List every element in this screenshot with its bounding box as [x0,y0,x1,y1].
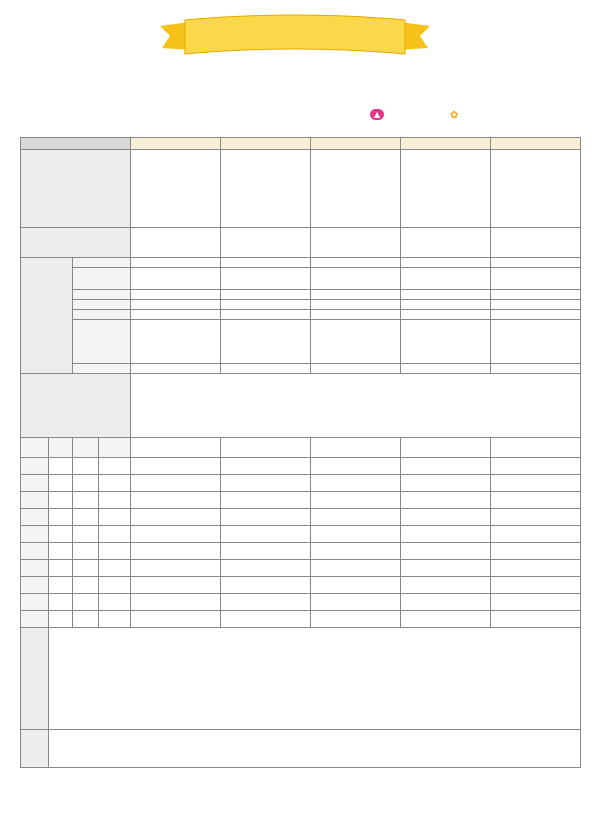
nutrient-name [21,458,49,475]
daily-nutrient-value [131,611,221,628]
nutrition-row [21,475,581,492]
nutrition-header [21,438,49,458]
daily-nutrient-value [491,577,581,594]
snack-label [21,228,131,258]
flower-icon: ✿ [450,110,459,121]
weekly-average [99,492,131,509]
nutrition-header [99,438,131,458]
daily-nutrient-value [491,594,581,611]
origin-value [221,258,311,268]
origin-value [491,290,581,300]
nutrition-day-header [311,438,401,458]
nutrient-name [21,475,49,492]
origin-value [491,258,581,268]
recommended-intake [73,526,99,543]
slogan [450,110,458,121]
daily-nutrient-value [401,560,491,577]
origin-value [491,268,581,290]
origin-value [311,290,401,300]
weekly-average [99,526,131,543]
recommended-intake [73,509,99,526]
standard-notes [49,628,581,730]
origin-value [131,320,221,364]
avg-requirement [49,594,73,611]
period-line [28,114,56,127]
origin-value [491,320,581,364]
origin-value [221,300,311,310]
origin-value [221,290,311,300]
allergy-info [131,374,581,438]
avg-requirement [49,611,73,628]
origin-value [311,300,401,310]
origin-value [401,310,491,320]
nutrition-row [21,577,581,594]
origin-value [221,310,311,320]
standard-label [21,628,49,730]
daily-nutrient-value [401,475,491,492]
avg-requirement [49,492,73,509]
daily-nutrient-value [131,492,221,509]
nutrition-row [21,560,581,577]
nutrient-name [21,577,49,594]
origin-value [491,310,581,320]
recommended-intake [73,475,99,492]
daily-nutrient-value [401,577,491,594]
snack-menu [401,228,491,258]
daily-nutrient-value [491,458,581,475]
daily-nutrient-value [311,543,401,560]
nutrition-header [49,438,73,458]
daily-nutrient-value [221,594,311,611]
nutrition-day-header [221,438,311,458]
avg-requirement [49,560,73,577]
origin-value [131,364,221,374]
weekly-average [99,560,131,577]
origin-item [73,300,131,310]
avg-requirement [49,526,73,543]
nutrient-name [21,594,49,611]
daily-nutrient-value [401,594,491,611]
avg-requirement [49,543,73,560]
avg-requirement [49,475,73,492]
daily-nutrient-value [311,475,401,492]
daily-nutrient-value [491,543,581,560]
origin-value [131,290,221,300]
daily-nutrient-value [401,509,491,526]
daily-nutrient-value [491,509,581,526]
origin-value [131,300,221,310]
daily-nutrient-value [221,543,311,560]
nutrient-name [21,543,49,560]
recommended-intake [73,560,99,577]
recommended-intake [73,543,99,560]
daily-nutrient-value [221,509,311,526]
notice-label [21,730,49,768]
lunch-menu [311,150,401,228]
daily-nutrient-value [401,526,491,543]
origin-value [401,268,491,290]
origin-item [73,290,131,300]
daily-nutrient-value [491,560,581,577]
avg-requirement [49,509,73,526]
day-header [311,138,401,150]
nutrition-header [73,438,99,458]
origin-value [131,268,221,290]
nutrition-row [21,526,581,543]
daily-nutrient-value [131,458,221,475]
menu-table [20,137,581,768]
origin-item [73,258,131,268]
origin-value [131,258,221,268]
daily-nutrient-value [311,594,401,611]
nutrition-day-header [131,438,221,458]
origin-item [73,268,131,290]
lunch-menu [491,150,581,228]
lunch-label [21,150,131,228]
daily-nutrient-value [311,611,401,628]
daily-nutrient-value [221,458,311,475]
daily-nutrient-value [221,526,311,543]
recommended-intake [73,458,99,475]
origin-value [491,300,581,310]
notice-notes [49,730,581,768]
origin-value [401,320,491,364]
nutrient-name [21,560,49,577]
daily-nutrient-value [311,458,401,475]
daily-nutrient-value [311,560,401,577]
origin-label [21,258,73,374]
snack-menu [131,228,221,258]
weekly-average [99,577,131,594]
origin-value [311,258,401,268]
lunch-menu [131,150,221,228]
nutrition-day-header [401,438,491,458]
day-header [221,138,311,150]
daily-nutrient-value [131,560,221,577]
day-header [131,138,221,150]
daily-nutrient-value [221,560,311,577]
nutrition-day-header [491,438,581,458]
daily-nutrient-value [131,577,221,594]
weekly-average [99,611,131,628]
snack-menu [221,228,311,258]
origin-value [401,364,491,374]
avg-requirement [49,577,73,594]
day-header [401,138,491,150]
daily-nutrient-value [401,543,491,560]
origin-value [311,310,401,320]
origin-value [401,258,491,268]
daily-nutrient-value [131,594,221,611]
nutrition-row [21,611,581,628]
ribbon-icon [150,14,440,60]
origin-value [221,320,311,364]
origin-value [401,300,491,310]
daily-nutrient-value [401,492,491,509]
weekly-average [99,475,131,492]
nutrient-name [21,526,49,543]
daily-nutrient-value [131,543,221,560]
avg-requirement [49,458,73,475]
snack-menu [311,228,401,258]
daily-nutrient-value [401,611,491,628]
origin-value [311,320,401,364]
origin-value [221,268,311,290]
daily-nutrient-value [221,611,311,628]
daily-nutrient-value [311,577,401,594]
daily-nutrient-value [131,475,221,492]
daily-nutrient-value [131,526,221,543]
weekly-average [99,543,131,560]
allergy-label [21,374,131,438]
recommended-intake [73,594,99,611]
recommended-intake [73,577,99,594]
daily-nutrient-value [311,526,401,543]
nutrient-name [21,509,49,526]
origin-value [311,364,401,374]
weekly-average [99,509,131,526]
nutrition-row [21,458,581,475]
daily-nutrient-value [221,492,311,509]
daily-nutrient-value [221,577,311,594]
title-banner [150,14,440,60]
daily-nutrient-value [131,509,221,526]
daily-nutrient-value [311,492,401,509]
daily-nutrient-value [311,509,401,526]
day-header [491,138,581,150]
daily-nutrient-value [401,458,491,475]
nutrition-row [21,509,581,526]
recommended-intake [73,492,99,509]
nutrient-name [21,611,49,628]
origin-value [401,290,491,300]
origin-item [73,310,131,320]
nutrition-row [21,543,581,560]
daily-nutrient-value [491,611,581,628]
nutrition-row [21,492,581,509]
snack-menu [491,228,581,258]
daily-nutrient-value [491,475,581,492]
nutrition-row [21,594,581,611]
weekly-average [99,458,131,475]
logo-badge: ▲ [370,109,384,120]
nutrient-name [21,492,49,509]
origin-value [311,268,401,290]
school-logo [370,110,384,120]
col-header [21,138,131,150]
lunch-menu [221,150,311,228]
lunch-menu [401,150,491,228]
recommended-intake [73,611,99,628]
origin-value [491,364,581,374]
origin-item [73,364,131,374]
daily-nutrient-value [491,492,581,509]
daily-nutrient-value [491,526,581,543]
weekly-average [99,594,131,611]
origin-value [131,310,221,320]
origin-value [221,364,311,374]
daily-nutrient-value [221,475,311,492]
origin-item [73,320,131,364]
